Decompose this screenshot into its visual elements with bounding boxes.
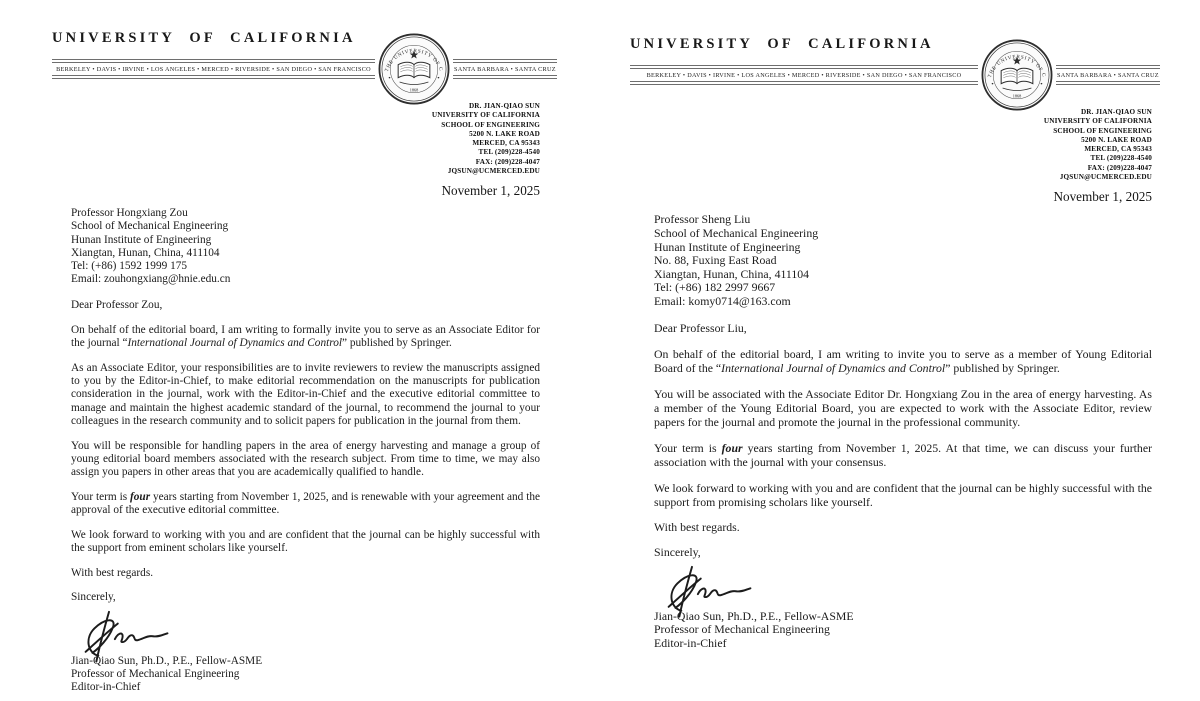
sender-contact-block xyxy=(630,108,1152,182)
emphasized-text: four xyxy=(130,490,151,503)
campus-strip xyxy=(52,57,556,81)
salutation: Dear Professor Liu, xyxy=(654,320,747,335)
address-line: Email: zouhongxiang@hnie.edu.cn xyxy=(71,272,231,285)
letter-associate-editor xyxy=(52,30,556,694)
recipient-address xyxy=(654,213,1152,308)
closing-line: With best regards. xyxy=(71,567,154,580)
campus-bar-right xyxy=(453,59,557,79)
contact-line: TEL (209)228-4540 xyxy=(1090,154,1152,163)
signer-line: Professor of Mechanical Engineering xyxy=(654,622,830,637)
letter-content xyxy=(654,213,1152,650)
address-line: Xiangtan, Hunan, China, 411104 xyxy=(71,246,220,259)
contact-line: DR. JIAN-QIAO SUN xyxy=(468,102,540,110)
contact-line: UNIVERSITY OF CALIFORNIA xyxy=(431,111,540,120)
address-line: Email: komy0714@163.com xyxy=(654,293,791,308)
letter-paragraph xyxy=(654,388,1152,429)
letter-paragraph xyxy=(71,529,540,555)
uc-seal-icon xyxy=(378,33,450,105)
address-line: Professor Sheng Liu xyxy=(654,212,751,227)
campus-list-right: SANTA BARBARA • SANTA CRUZ xyxy=(453,62,557,77)
letter-content xyxy=(71,207,540,693)
letterhead-title: UNIVERSITY OF CALIFORNIA xyxy=(52,30,356,46)
campus-strip xyxy=(630,63,1159,87)
body-text: We look forward to working with you and are confident that the journal can be highly successful with the support from eminent scholars like yourself. xyxy=(71,529,540,555)
salutation: Dear Professor Zou, xyxy=(71,298,163,311)
letter-paragraph xyxy=(654,482,1152,509)
body-text: You will be responsible for handling papers in the area of energy harvesting and manage a group of young editorial board members associated with the research subject. From time to time, we may also assign you papers in other areas that you are academically qualified to handle. xyxy=(71,439,540,478)
letterhead xyxy=(52,30,556,176)
letterhead xyxy=(630,36,1159,182)
body-text: Your term is xyxy=(71,490,130,503)
letterhead-title: UNIVERSITY OF CALIFORNIA xyxy=(630,36,934,52)
address-line: Tel: (+86) 182 2997 9667 xyxy=(654,280,776,295)
contact-line: MERCED, CA 95343 xyxy=(472,139,540,148)
contact-line: JQSUN@UCMERCED.EDU xyxy=(447,167,540,176)
letter-body xyxy=(71,324,540,555)
campus-list-right: SANTA BARBARA • SANTA CRUZ xyxy=(1056,68,1160,83)
contact-line: 5200 N. LAKE ROAD xyxy=(469,129,540,138)
body-text: On behalf of the editorial board, I am writing to formally invite you to serve as an Associate Editor for the journal “ xyxy=(71,324,540,350)
emphasized-text: International Journal of Dynamics and Control xyxy=(721,360,946,375)
closing-line: With best regards. xyxy=(654,520,740,535)
body-text: Your term is xyxy=(654,441,722,456)
letter-paragraph xyxy=(71,324,540,350)
letter-body xyxy=(654,348,1152,509)
campus-bar-right xyxy=(1056,65,1160,85)
body-text: years starting from November 1, 2025. At that time, we can discuss your further association with the journal with your consensus. xyxy=(654,441,1152,469)
body-text: You will be associated with the Associate Editor Dr. Hongxiang Zou in the area of energy harvesting. As a member of the Young Editorial Board, you are expected to work with the Associate Editor, review papers for the journal and promote the journal in the professional community. xyxy=(654,387,1152,429)
signoff-line: Sincerely, xyxy=(654,545,701,560)
letter-paragraph xyxy=(71,440,540,479)
emphasized-text: four xyxy=(721,441,743,456)
address-line: School of Mechanical Engineering xyxy=(654,225,819,240)
signer-line: Jian-Qiao Sun, Ph.D., P.E., Fellow-ASME xyxy=(71,654,263,667)
contact-line: MERCED, CA 95343 xyxy=(1084,145,1152,154)
letter-date: November 1, 2025 xyxy=(1053,189,1152,205)
campus-list-left: BERKELEY • DAVIS • IRVINE • LOS ANGELES • MERCED • RIVERSIDE • SAN DIEGO • SAN FRANCISCO xyxy=(630,68,978,83)
signer-line: Professor of Mechanical Engineering xyxy=(71,667,240,680)
address-line: School of Mechanical Engineering xyxy=(71,220,229,233)
letter-paragraph xyxy=(654,442,1152,469)
contact-line: SCHOOL OF ENGINEERING xyxy=(1053,126,1152,135)
campus-bar-left xyxy=(52,59,375,79)
contact-line: DR. JIAN-QIAO SUN xyxy=(1080,108,1152,116)
signer-block xyxy=(71,655,540,694)
contact-line: FAX: (209)228-4047 xyxy=(475,157,540,166)
signoff-line: Sincerely, xyxy=(71,591,116,604)
contact-line: JQSUN@UCMERCED.EDU xyxy=(1059,173,1152,182)
uc-seal-icon xyxy=(981,39,1053,111)
body-text: ” published by Springer. xyxy=(945,360,1060,375)
signer-block xyxy=(654,610,1152,651)
body-text: years starting from November 1, 2025, and is renewable with your agreement and the approval of the executive editorial committee. xyxy=(71,490,540,517)
letter-paragraph xyxy=(71,362,540,427)
address-line: Tel: (+86) 1592 1999 175 xyxy=(71,259,188,272)
address-line: No. 88, Fuxing East Road xyxy=(654,253,777,268)
contact-line: UNIVERSITY OF CALIFORNIA xyxy=(1043,117,1152,126)
letter-paragraph xyxy=(71,491,540,517)
body-text: On behalf of the editorial board, I am writing to invite you to serve as a member of Young Editorial Board of the “ xyxy=(654,347,1152,375)
signer-line: Editor-in-Chief xyxy=(654,635,727,650)
address-line: Xiangtan, Hunan, China, 411104 xyxy=(654,266,810,281)
letter-date: November 1, 2025 xyxy=(441,183,540,199)
signer-line: Editor-in-Chief xyxy=(71,680,141,693)
recipient-address xyxy=(71,207,540,286)
body-text: ” published by Springer. xyxy=(342,337,452,350)
emphasized-text: International Journal of Dynamics and Control xyxy=(127,337,342,350)
body-text: As an Associate Editor, your responsibilities are to invite reviewers to review the manuscripts assigned to you by the Editor-in-Chief, to make editorial recommendation on the manuscripts for publication consideration in the journal, work with the Editor-in-Chief and the executive editorial committee to manage and maintain the highest academic standard of the journal, to recommend the journal to your colleagues in the research community and to solicit papers for publication in the journal from them. xyxy=(71,362,540,427)
address-line: Hunan Institute of Engineering xyxy=(654,239,801,254)
campus-bar-left xyxy=(630,65,978,85)
body-text: We look forward to working with you and are confident that the journal can be highly successful with the support from promising scholars like yourself. xyxy=(654,481,1152,509)
campus-list-left: BERKELEY • DAVIS • IRVINE • LOS ANGELES • MERCED • RIVERSIDE • SAN DIEGO • SAN FRANCISCO xyxy=(52,62,375,77)
sender-contact-block xyxy=(52,102,540,176)
contact-line: 5200 N. LAKE ROAD xyxy=(1081,135,1152,144)
letter-young-editorial-board xyxy=(630,36,1159,650)
address-line: Hunan Institute of Engineering xyxy=(71,233,212,246)
signer-line: Jian-Qiao Sun, Ph.D., P.E., Fellow-ASME xyxy=(654,608,854,623)
letter-paragraph xyxy=(654,348,1152,375)
contact-line: FAX: (209)228-4047 xyxy=(1087,163,1152,172)
contact-line: TEL (209)228-4540 xyxy=(478,148,540,157)
address-line: Professor Hongxiang Zou xyxy=(71,207,188,220)
contact-line: SCHOOL OF ENGINEERING xyxy=(441,120,540,129)
